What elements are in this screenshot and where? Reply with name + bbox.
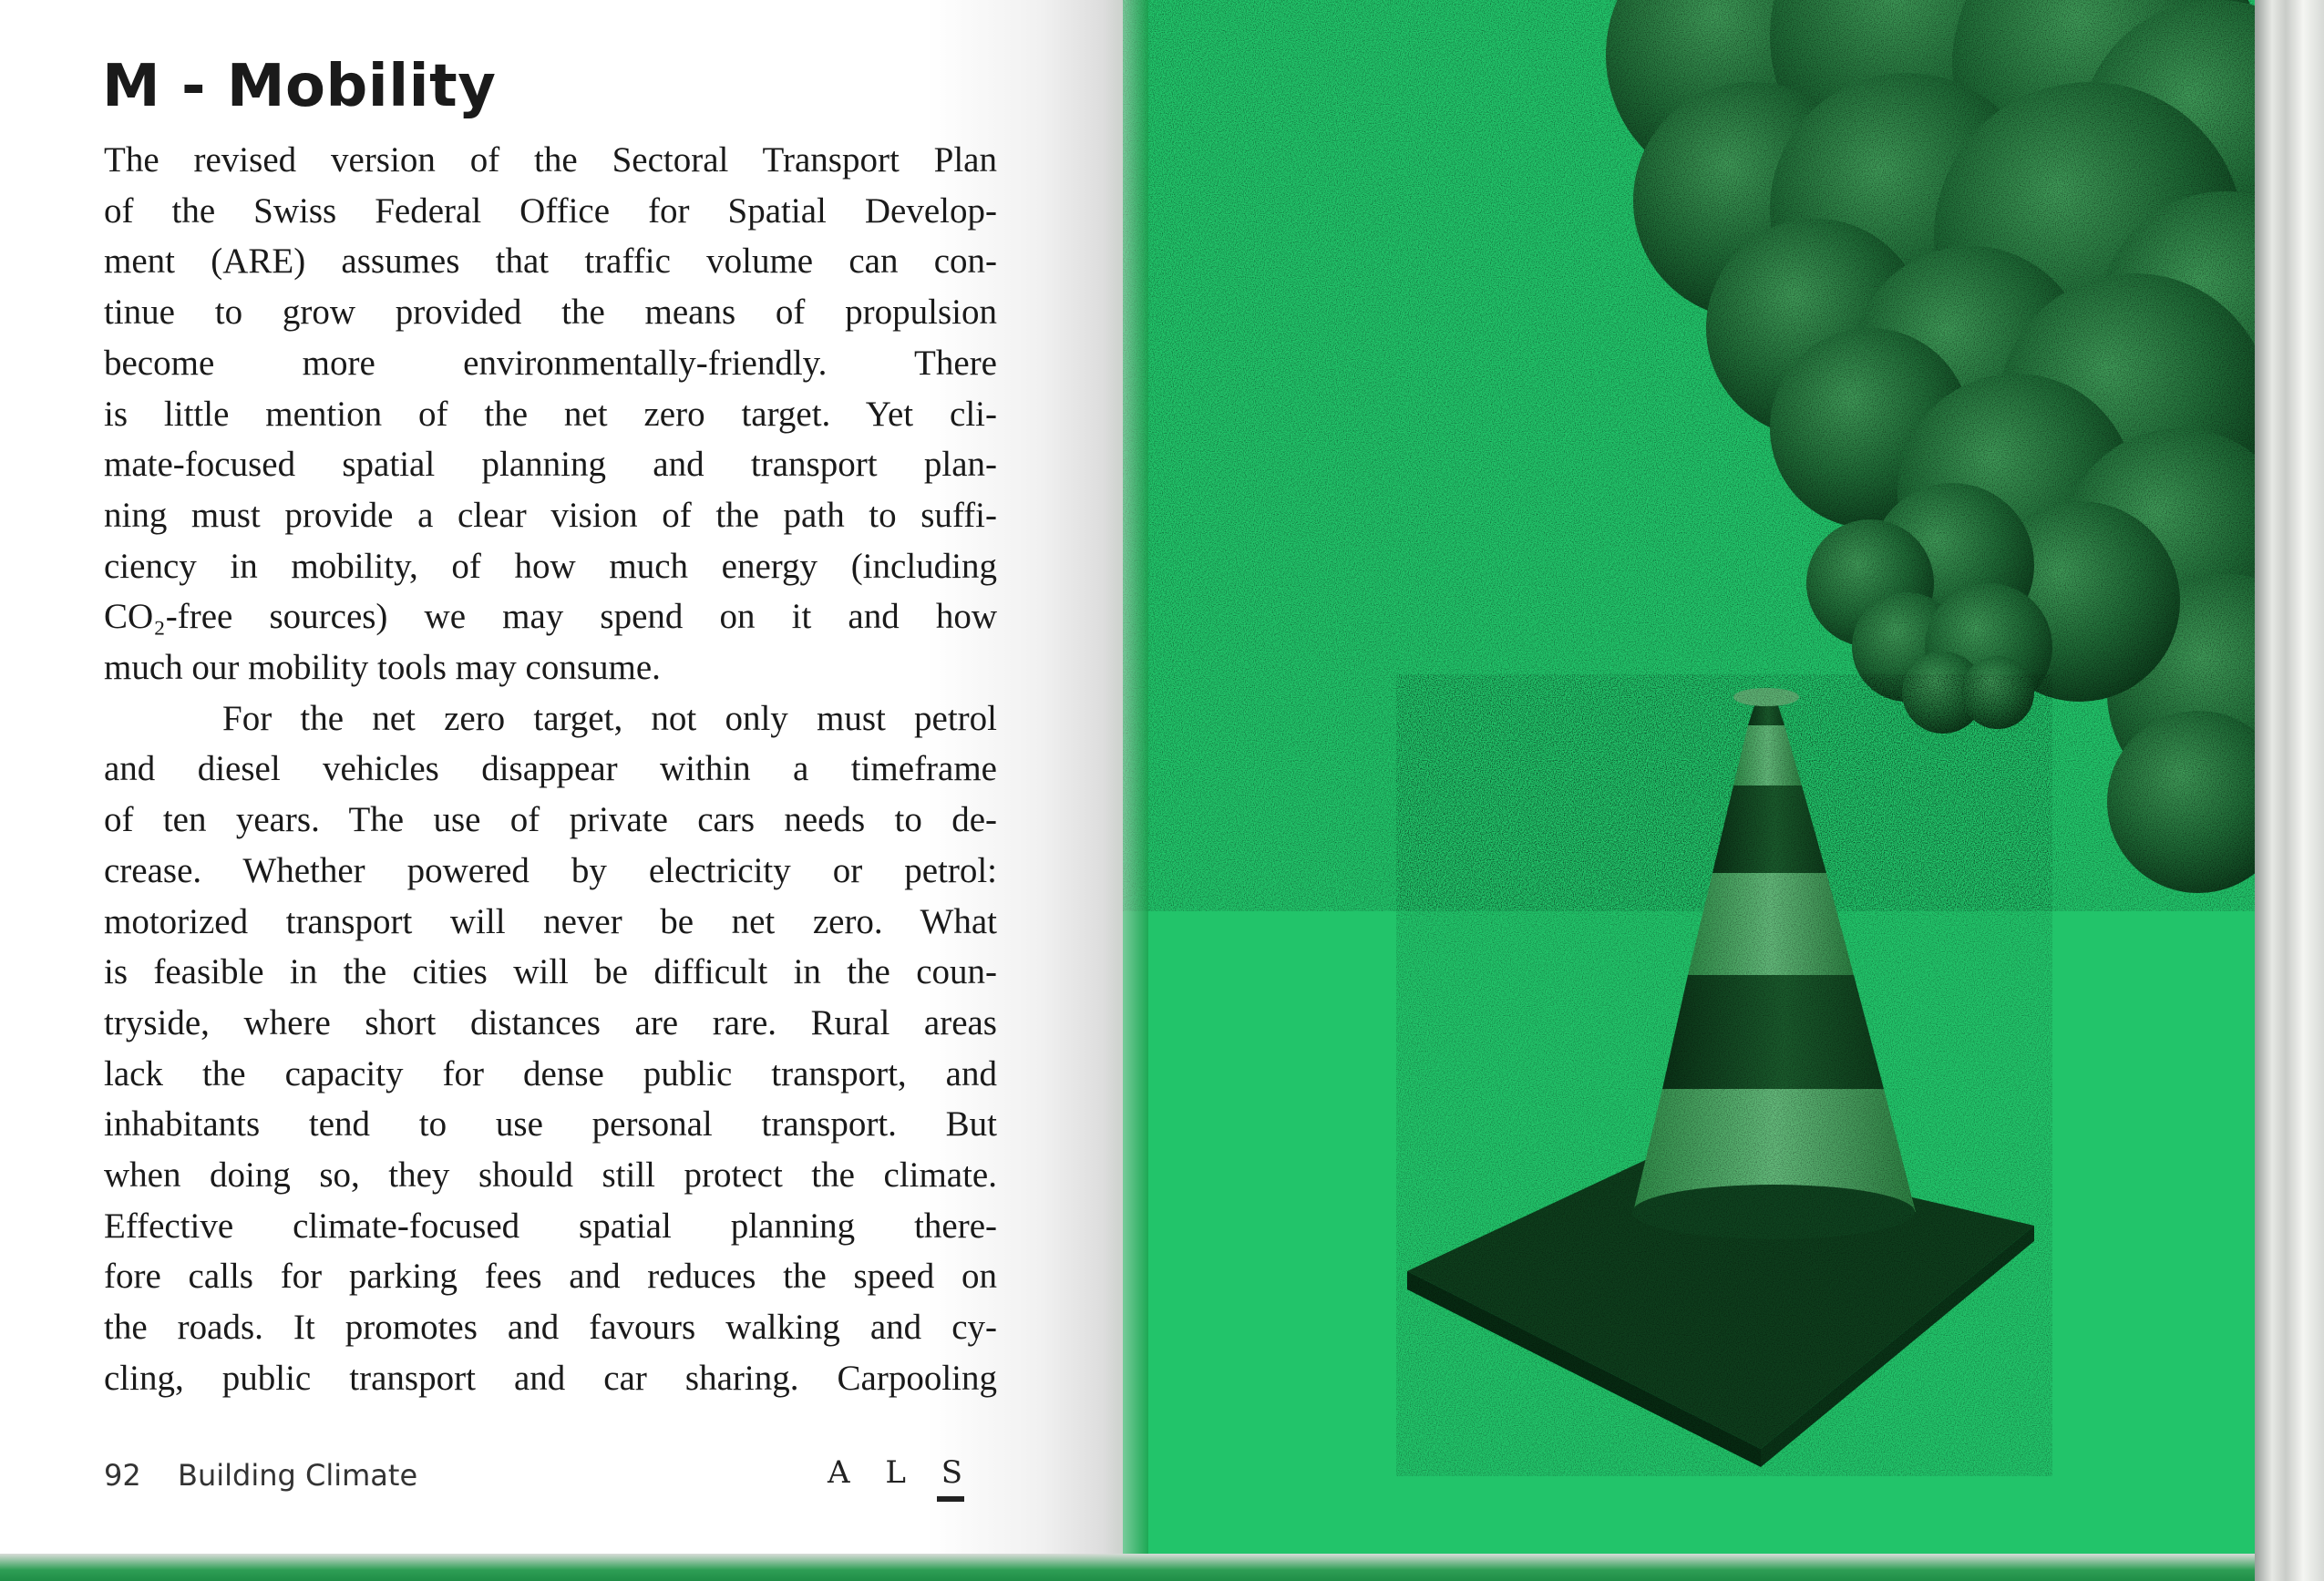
- text-line: crease. Whether powered by electricity or petrol:: [104, 850, 997, 890]
- text-line: Effective climate-focused spatial planning there-: [104, 1206, 997, 1246]
- text-line: ning must provide a clear vision of the path to suffi-: [104, 495, 997, 535]
- text-line: For the net zero target, not only must petrol: [222, 698, 997, 738]
- text-line: the roads. It promotes and favours walking and cy-: [104, 1308, 997, 1348]
- text-line: mate-focused spatial planning and transport plan-: [104, 445, 997, 485]
- right-page-illustration: [1123, 0, 2255, 1581]
- text-line: much our mobility tools may consume.: [104, 648, 661, 688]
- illustration-svg: [1123, 0, 2255, 1581]
- section-heading: M - Mobility: [102, 53, 497, 120]
- page-footer: [104, 1454, 979, 1513]
- logo-underline: [937, 1496, 964, 1502]
- text-line: motorized transport will never be net zero. What: [104, 901, 997, 941]
- page-edge: [2255, 0, 2324, 1581]
- text-line: tryside, where short distances are rare. Rural areas: [104, 1002, 997, 1042]
- traffic-cone-icon: [1396, 674, 2052, 1476]
- page-number: 92: [104, 1458, 141, 1493]
- text-line: lack the capacity for dense public transport, and: [104, 1053, 997, 1093]
- text-line: is feasible in the cities will be difficult in the coun-: [104, 952, 997, 992]
- text-line: The revised version of the Sectoral Transport Plan: [104, 140, 997, 180]
- text-line: tinue to grow provided the means of propulsion: [104, 293, 997, 333]
- text-line: when doing so, they should still protect the climate.: [104, 1155, 997, 1196]
- gutter-shadow: [1103, 0, 1148, 1581]
- text-line: fore calls for parking fees and reduces the speed on: [104, 1257, 997, 1297]
- book-title: Building Climate: [178, 1458, 418, 1493]
- publisher-logo-text: A L S: [827, 1454, 975, 1491]
- bottom-edge: [0, 1554, 2255, 1581]
- text-line: of ten years. The use of private cars needs to de-: [104, 800, 997, 840]
- left-page: [0, 0, 1130, 1554]
- body-text: [104, 135, 997, 1404]
- text-line: ment (ARE) assumes that traffic volume can con-: [104, 241, 997, 282]
- text-line: is little mention of the net zero target. Yet cli-: [104, 394, 997, 434]
- text-line: of the Swiss Federal Office for Spatial Develop-: [104, 190, 997, 231]
- text-line: inhabitants tend to use personal transport. But: [104, 1104, 997, 1145]
- publisher-logo: [828, 1454, 975, 1491]
- text-line: cling, public transport and car sharing. Carpooling: [104, 1358, 997, 1398]
- text-line: CO₂-free sources) we may spend on it and how: [104, 597, 997, 637]
- text-line: ciency in mobility, of how much energy (including: [104, 546, 997, 586]
- text-line: and diesel vehicles disappear within a timeframe: [104, 749, 997, 789]
- text-line: become more environmentally-friendly. There: [104, 343, 997, 383]
